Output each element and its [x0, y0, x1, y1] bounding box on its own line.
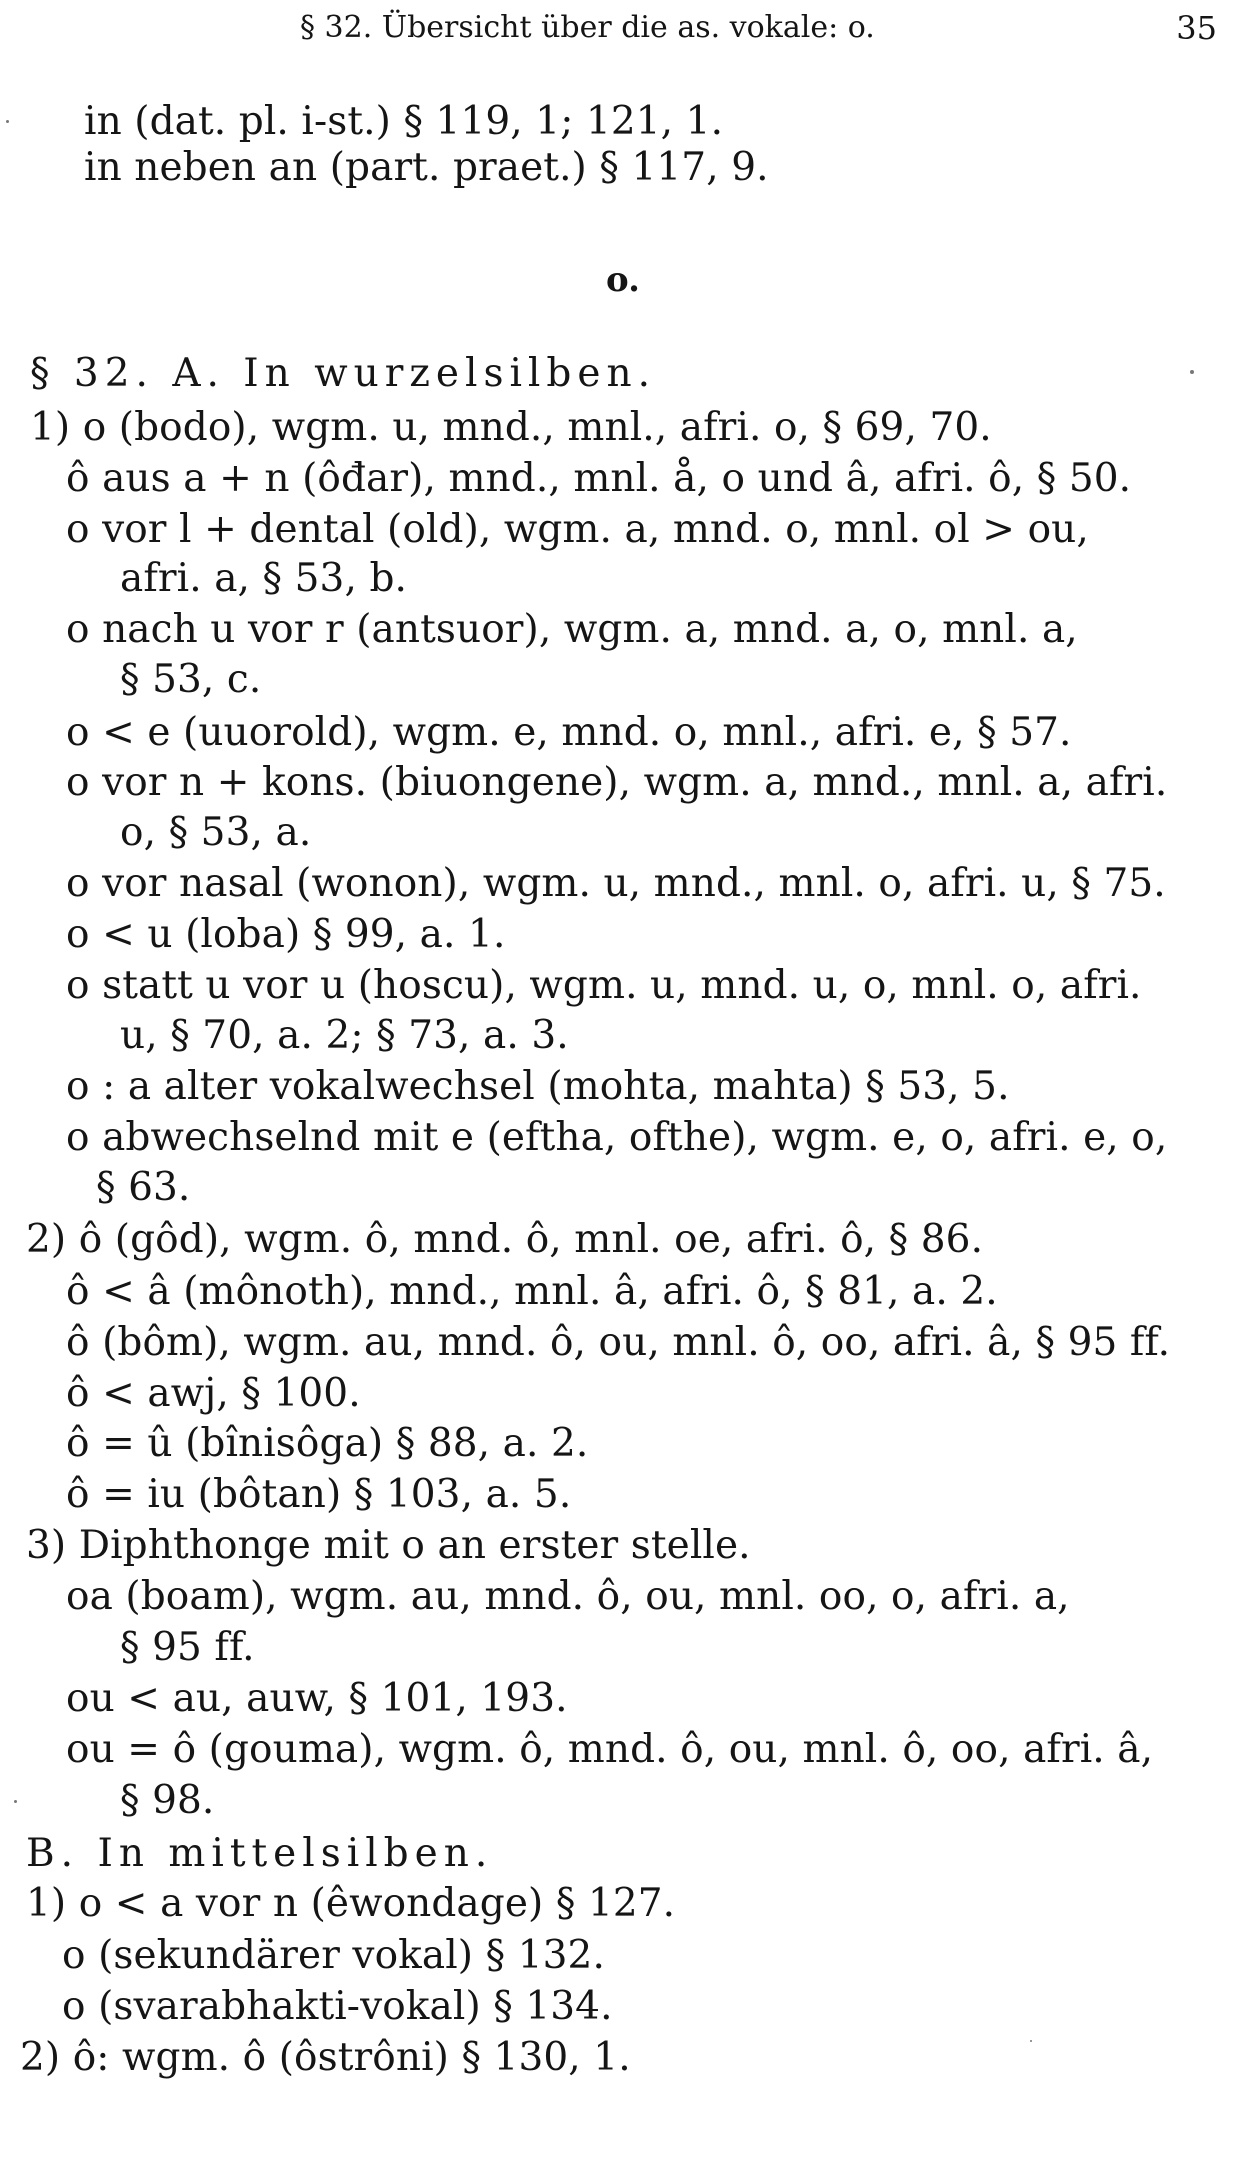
- text-line: § 98.: [120, 1778, 215, 1823]
- text-line: o (svarabhakti-vokal) § 134.: [62, 1984, 613, 2029]
- text-line: o vor n + kons. (biuongene), wgm. a, mnd., mnl. a, afri.: [66, 760, 1168, 805]
- text-line: 3) Diphthonge mit o an erster stelle.: [26, 1523, 751, 1568]
- running-head: § 32. Übersicht über die as. vokale: o.: [300, 10, 875, 45]
- text-line: o (sekundärer vokal) § 132.: [62, 1933, 605, 1978]
- text-line: o, § 53, a.: [120, 810, 312, 855]
- paper-speck: [1030, 2040, 1032, 2042]
- text-line: 1) o < a vor n (êwondage) § 127.: [26, 1881, 676, 1926]
- text-line: § 63.: [96, 1165, 191, 1210]
- text-line: o vor l + dental (old), wgm. a, mnd. o, mnl. ol > ou,: [66, 507, 1089, 552]
- section-letter: o.: [606, 260, 640, 300]
- text-line: o vor nasal (wonon), wgm. u, mnd., mnl. o, afri. u, § 75.: [66, 861, 1166, 906]
- text-line: ou = ô (gouma), wgm. ô, mnd. ô, ou, mnl. ô, oo, afri. â,: [66, 1727, 1154, 1772]
- text-line: § 53, c.: [120, 657, 262, 702]
- text-line: in neben an (part. praet.) § 117, 9.: [84, 145, 769, 190]
- text-line: o abwechselnd mit e (eftha, ofthe), wgm. e, o, afri. e, o,: [66, 1115, 1168, 1160]
- text-line: ou < au, auw, § 101, 193.: [66, 1676, 568, 1721]
- text-line: o : a alter vokalwechsel (mohta, mahta) § 53, 5.: [66, 1064, 1010, 1109]
- text-line: in (dat. pl. i-st.) § 119, 1; 121, 1.: [84, 99, 724, 144]
- text-line: § 95 ff.: [120, 1625, 255, 1670]
- text-line: o statt u vor u (hoscu), wgm. u, mnd. u, o, mnl. o, afri.: [66, 963, 1142, 1008]
- text-line: 1) o (bodo), wgm. u, mnd., mnl., afri. o, § 69, 70.: [30, 405, 992, 450]
- text-line: 2) ô (gôd), wgm. ô, mnd. ô, mnl. oe, afri. ô, § 86.: [26, 1217, 984, 1262]
- text-line: oa (boam), wgm. au, mnd. ô, ou, mnl. oo, o, afri. a,: [66, 1574, 1070, 1619]
- text-line: ô < awj, § 100.: [66, 1371, 361, 1416]
- text-line: ô aus a + n (ôđar), mnd., mnl. å, o und â, afri. ô, § 50.: [66, 456, 1132, 501]
- text-line: o < u (loba) § 99, a. 1.: [66, 912, 506, 957]
- text-line: o nach u vor r (antsuor), wgm. a, mnd. a, o, mnl. a,: [66, 607, 1078, 652]
- text-line: u, § 70, a. 2; § 73, a. 3.: [120, 1013, 569, 1058]
- text-line: afri. a, § 53, b.: [120, 556, 408, 601]
- text-line: ô = iu (bôtan) § 103, a. 5.: [66, 1472, 572, 1517]
- section-heading: § 32. A. In wurzelsilben.: [30, 351, 656, 396]
- paper-speck: [1190, 370, 1194, 374]
- text-line: ô < â (mônoth), mnd., mnl. â, afri. ô, § 81, a. 2.: [66, 1269, 998, 1314]
- section-heading: B. In mittelsilben.: [26, 1831, 494, 1876]
- page-number: 35: [1176, 9, 1217, 47]
- text-line: o < e (uuorold), wgm. e, mnd. o, mnl., afri. e, § 57.: [66, 710, 1072, 755]
- paper-speck: [14, 1800, 17, 1803]
- paper-speck: [6, 120, 9, 123]
- text-line: ô = û (bînisôga) § 88, a. 2.: [66, 1421, 589, 1466]
- text-line: 2) ô: wgm. ô (ôstrôni) § 130, 1.: [20, 2035, 631, 2080]
- text-line: ô (bôm), wgm. au, mnd. ô, ou, mnl. ô, oo, afri. â, § 95 ff.: [66, 1320, 1171, 1365]
